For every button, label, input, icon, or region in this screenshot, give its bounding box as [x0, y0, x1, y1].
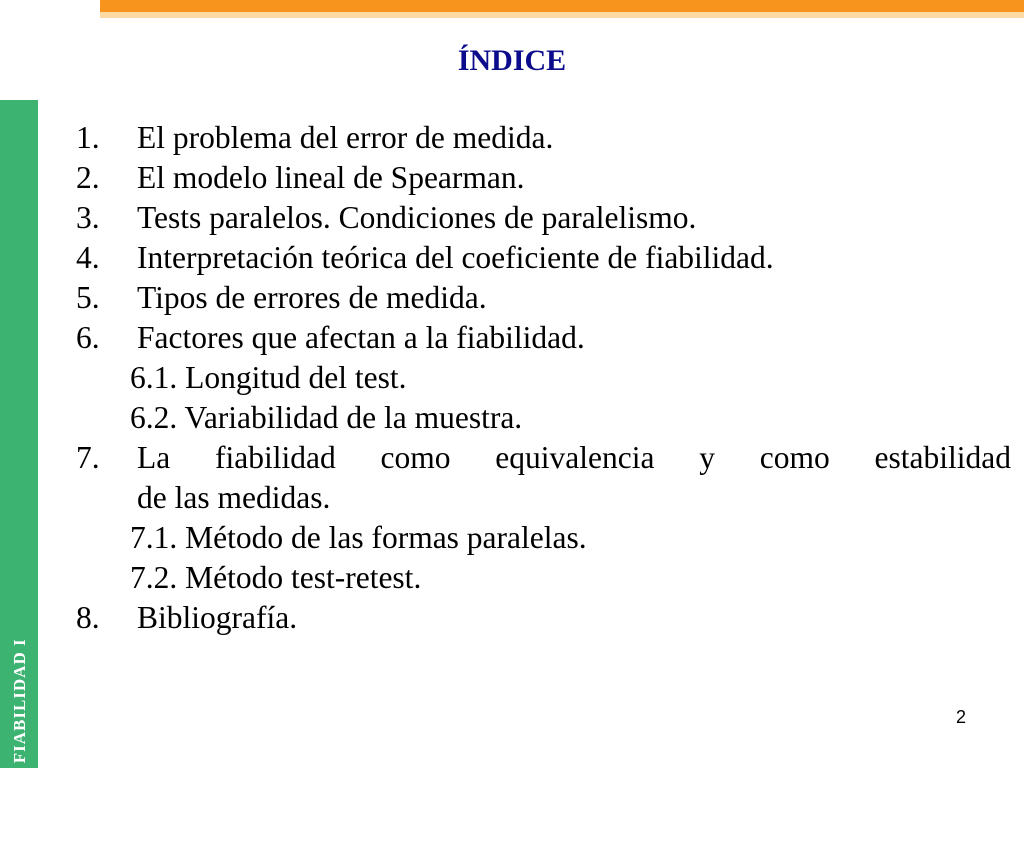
side-accent-bar — [0, 100, 38, 864]
toc-item-4 — [76, 238, 1011, 278]
toc-item-number: 1. — [76, 120, 100, 155]
toc-item-number: 5. — [76, 280, 100, 315]
toc-item-text-line: La fiabilidad como equivalencia y como estabilidad — [137, 440, 1011, 475]
toc-item-7 — [76, 438, 1011, 518]
toc-item-3 — [76, 198, 1011, 238]
toc-subitem-text: 6.2. Variabilidad de la muestra. — [130, 400, 523, 435]
toc-item-text: Factores que afectan a la fiabilidad. — [137, 320, 585, 355]
toc-item-number: 6. — [76, 320, 100, 355]
toc-item-2 — [76, 158, 1011, 198]
toc-item-1 — [76, 118, 1011, 158]
toc-item-number: 8. — [76, 600, 100, 635]
toc-item-text-line: de las medidas. — [137, 480, 331, 515]
toc-subitem-7-1 — [76, 518, 1011, 558]
toc-subitem-text: 7.1. Método de las formas paralelas. — [130, 520, 587, 555]
toc-subitem-6-2 — [76, 398, 1011, 438]
toc-item-text: Tipos de errores de medida. — [137, 280, 487, 315]
toc-subitem-text: 6.1. Longitud del test. — [130, 360, 407, 395]
toc-item-text: El modelo lineal de Spearman. — [137, 160, 525, 195]
toc-item-text: Interpretación teórica del coeficiente de fiabilidad. — [137, 240, 774, 275]
toc-item-text: El problema del error de medida. — [137, 120, 554, 155]
toc-subitem-text: 7.2. Método test-retest. — [130, 560, 422, 595]
table-of-contents — [76, 118, 1011, 638]
toc-subitem-7-2 — [76, 558, 1011, 598]
top-accent-bar-fill — [100, 0, 1024, 12]
toc-item-text: Tests paralelos. Condiciones de paralelismo. — [137, 200, 697, 235]
toc-item-number: 4. — [76, 240, 100, 275]
top-accent-bar — [100, 0, 1024, 18]
toc-item-5 — [76, 278, 1011, 318]
toc-item-text-block — [137, 438, 1011, 518]
toc-item-number: 2. — [76, 160, 100, 195]
toc-item-6 — [76, 318, 1011, 358]
toc-subitem-6-1 — [76, 358, 1011, 398]
page-number: 2 — [955, 707, 966, 727]
top-accent-bar-shadow — [100, 12, 1024, 18]
toc-item-number: 7. — [76, 440, 100, 475]
side-label: TEMA 5.1.: FIABILIDAD I — [10, 638, 29, 864]
toc-item-number: 3. — [76, 200, 100, 235]
toc-item-8 — [76, 598, 1011, 638]
slide-title: ÍNDICE — [457, 44, 567, 77]
toc-item-text: Bibliografía. — [137, 600, 298, 635]
